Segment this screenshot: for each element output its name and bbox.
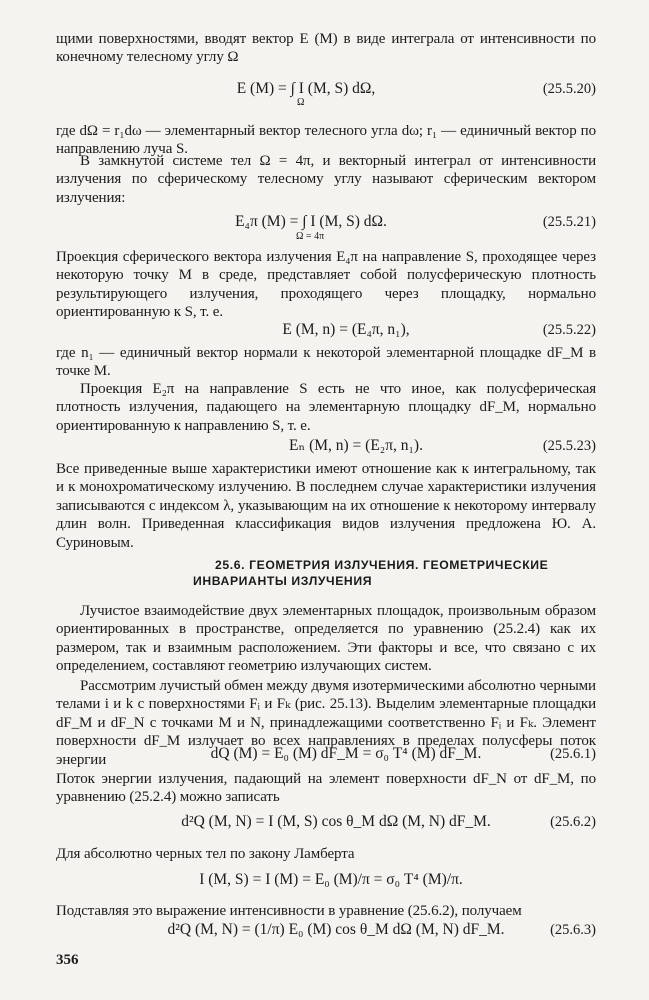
paragraph-text: В замкнутой системе тел Ω = 4π, и векторный интеграл от интенсивности излучения по сферическому телесному углу называют сферическим вектором излучения:: [56, 153, 596, 206]
equation-formula: E₄π (M) = ∫ I (M, S) dΩ.: [235, 213, 387, 230]
equation-25-6-3: [56, 918, 596, 942]
equation-number: (25.5.20): [542, 81, 596, 97]
paragraph-text: Лучистое взаимодействие двух элементарных площадок, произвольным образом ориентированных в пространстве, определяется по уравнению (25.2.4) как их размером, так и взаимным расположением. Эти факторы и все, что связано с их определением, составляют геометрию излучающих систем.: [56, 603, 596, 675]
equation-formula: dQ (M) = E₀ (M) dF_M = σ₀ T⁴ (M) dF_M.: [210, 745, 482, 762]
equation-25-5-22: [56, 318, 596, 342]
paragraph-normal: [56, 344, 596, 381]
paragraph-text: щими поверхностями, вводят вектор E (M) в виде интеграла от интенсивности по конечному телесному углу Ω: [56, 31, 596, 66]
paragraph-flux: [56, 770, 596, 807]
equation-formula: E (M) = ∫ I (M, S) dΩ,: [236, 80, 376, 97]
equation-25-5-20: [56, 77, 596, 108]
equation-number: (25.5.23): [542, 438, 596, 454]
equation-number: (25.6.2): [550, 814, 596, 830]
paragraph-text: где n₁ — единичный вектор нормали к некоторой элементарной площадке dF_M в точке M.: [56, 345, 596, 380]
paragraph-text: Проекция сферического вектора излучения E₄π на направление S, проходящее через некоторую точку M в среде, представляет собой полусферическую плотность результирующего излучения, проходящего через площадку, нормально ориентированную к S, т. е.: [56, 249, 596, 321]
equation-lambert: [56, 868, 596, 892]
equation-25-6-2: [56, 810, 596, 834]
paragraph-projection-2pi: [56, 380, 596, 435]
equation-number: (25.6.3): [550, 922, 596, 938]
section-heading: [56, 557, 596, 589]
paragraph-text: Подставляя это выражение интенсивности в уравнение (25.6.2), получаем: [56, 903, 522, 919]
equation-25-6-1: [56, 742, 596, 766]
integral-subscript: Ω: [297, 97, 305, 108]
paragraph-text: Рассмотрим лучистый обмен между двумя изотермическими абсолютно черными телами i и k с поверхностями Fᵢ и Fₖ (рис. 25.13). Выделим элементарные площадки dF_M и dF_N с точками M и N, принадлежащими соответственно Fᵢ и Fₖ. Элемент поверхности dF_M излучает во всех направлениях в пределах полусферы поток энергии: [56, 678, 596, 768]
equation-number: (25.5.22): [542, 322, 596, 338]
paragraph-text: где dΩ = r₁dω — элементарный вектор телесного угла dω; r₁ — единичный вектор по направлению луча S.: [56, 123, 596, 158]
equation-formula: I (M, S) = I (M) = E₀ (M)/π = σ₀ T⁴ (M)/π.: [199, 871, 463, 888]
paragraph-closed-system: [56, 152, 596, 207]
equation-25-5-21: [56, 210, 596, 242]
paragraph-projection: [56, 248, 596, 322]
paragraph-lambert: [56, 845, 596, 863]
equation-25-5-23: [56, 434, 596, 458]
section-heading-line1: 25.6. ГЕОМЕТРИЯ ИЗЛУЧЕНИЯ. ГЕОМЕТРИЧЕСКИЕ: [215, 558, 549, 572]
equation-formula: E (M, n) = (E₄π, n₁),: [282, 321, 410, 338]
equation-number: (25.6.1): [550, 746, 596, 762]
paragraph-intro: [56, 30, 596, 67]
integral-subscript: Ω = 4π: [296, 231, 325, 242]
equation-number: (25.5.21): [542, 214, 596, 230]
page-number: 356: [56, 952, 79, 968]
equation-formula: d²Q (M, N) = I (M, S) cos θ_M dΩ (M, N) dF_M.: [181, 813, 491, 830]
paragraph-interaction: [56, 602, 596, 676]
paragraph-text: Проекция E₂π на направление S есть не что иное, как полусферическая плотность излучения, падающего на элементарную площадку dF_M, нормально ориентированную к направлению S, т. е.: [56, 381, 596, 434]
paragraph-summary: [56, 460, 596, 552]
equation-formula: Eₙ (M, n) = (E₂π, n₁).: [289, 437, 423, 454]
paragraph-text: Для абсолютно черных тел по закону Ламберта: [56, 846, 355, 862]
section-heading-line2: ИНВАРИАНТЫ ИЗЛУЧЕНИЯ: [193, 574, 373, 588]
equation-formula: d²Q (M, N) = (1/π) E₀ (M) cos θ_M dΩ (M, N) dF_M.: [167, 921, 505, 938]
paragraph-text: Поток энергии излучения, падающий на элемент поверхности dF_N от dF_M, по уравнению (25.2.4) можно записать: [56, 771, 596, 806]
paragraph-text: Все приведенные выше характеристики имеют отношение как к интегральному, так и к монохроматическому излучению. В последнем случае характеристики излучения записываются с индексом λ, указывающим на их отношение к некоторому интервалу длин волн. Приведенная классификация видов излучения предложена Ю. А. Суриновым.: [56, 461, 596, 551]
